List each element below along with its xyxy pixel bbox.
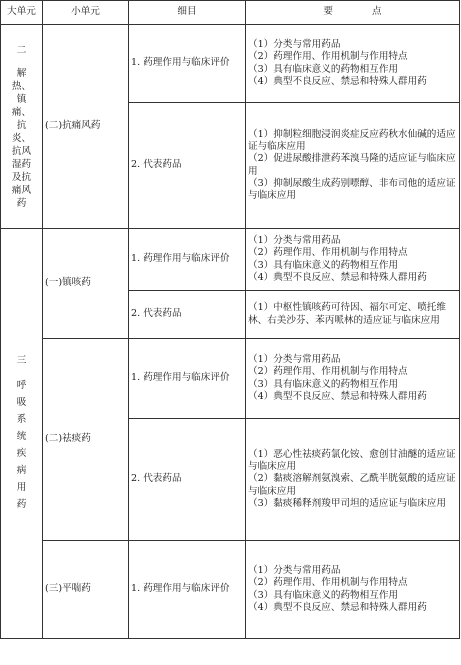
major-unit-title: 呼吸系统疾病用药 [16, 380, 27, 510]
key-point: （2）药理作用、作用机制与作用特点 [248, 247, 408, 259]
key-point: （1）恶心性祛痰药氯化铵、愈创甘油醚的适应证与临床应用 [248, 448, 456, 473]
detail-item-cell: 2. 代表药品 [129, 291, 246, 339]
key-point: （1）抑制粒细胞浸润炎症反应药秋水仙碱的适应证与临床应用 [248, 128, 456, 152]
key-point: （2）药理作用、作用机制与作用特点 [248, 366, 408, 378]
table-row [1, 541, 460, 639]
key-point: （3）具有临床意义的药物相互作用 [248, 63, 399, 75]
key-points-cell [246, 541, 460, 639]
key-point: （1）分类与常用药品 [248, 38, 341, 50]
key-points-cell [246, 229, 460, 291]
major-unit-number: 二 [16, 44, 27, 56]
key-point: （3）具有临床意义的药物相互作用 [248, 259, 399, 271]
key-point: （3）抑制尿酸生成药别嘌醇、非布司他的适应证与临床应用 [248, 177, 456, 202]
minor-unit-cell: (一)镇咳药 [43, 229, 129, 339]
detail-item-cell: 1. 药理作用与临床评价 [129, 25, 246, 103]
header-row [1, 1, 460, 25]
detail-item-cell: 1. 药理作用与临床评价 [129, 541, 246, 639]
major-unit-number: 三 [16, 355, 27, 366]
key-points-cell [246, 291, 460, 339]
table-row [1, 25, 460, 103]
header-major-unit: 大单元 [1, 1, 43, 25]
table-row [1, 229, 460, 291]
major-unit-title: 解热、镇痛、抗炎、抗风湿药及抗痛风药 [11, 67, 32, 209]
minor-unit-cell: (二)祛痰药 [43, 339, 129, 541]
key-point: （4）典型不良反应、禁忌和特殊人群用药 [248, 75, 427, 87]
detail-item-cell: 2. 代表药品 [129, 103, 246, 229]
table-row [1, 339, 460, 419]
key-point: （1）中枢性镇咳药可待因、福尔可定、喷托维林、右美沙芬、苯丙哌林的适应证与临床应用 [248, 302, 446, 326]
key-point: （1）分类与常用药品 [248, 564, 341, 576]
key-point: （2）促进尿酸排泄药苯溴马隆的适应证与临床应用 [248, 153, 456, 177]
key-point: （1）分类与常用药品 [248, 234, 341, 246]
key-point: （1）分类与常用药品 [248, 353, 341, 365]
header-detail-item: 细目 [129, 1, 246, 25]
key-point: （3）具有临床意义的药物相互作用 [248, 378, 399, 390]
detail-item-cell: 2. 代表药品 [129, 419, 246, 541]
detail-item-cell: 1. 药理作用与临床评价 [129, 229, 246, 291]
key-point: （2）药理作用、作用机制与作用特点 [248, 51, 408, 63]
key-points-cell [246, 103, 460, 229]
key-point: （4）典型不良反应、禁忌和特殊人群用药 [248, 390, 427, 402]
key-point: （3）黏痰稀释剂羧甲司坦的适应证与临床应用 [248, 497, 446, 509]
key-point: （3）具有临床意义的药物相互作用 [248, 589, 399, 601]
key-point: （2）黏痰溶解剂氨溴索、乙酰半胱氨酸的适应证与临床应用 [248, 473, 456, 497]
key-point: （2）药理作用、作用机制与作用特点 [248, 577, 408, 589]
header-key-points: 要 点 [246, 1, 460, 25]
header-minor-unit: 小单元 [43, 1, 129, 25]
key-point: （4）典型不良反应、禁忌和特殊人群用药 [248, 601, 427, 613]
key-points-cell [246, 25, 460, 103]
minor-unit-cell: (三)平喘药 [43, 541, 129, 639]
key-point: （4）典型不良反应、禁忌和特殊人群用药 [248, 271, 427, 283]
key-points-cell [246, 419, 460, 541]
minor-unit-cell: (二)抗痛风药 [43, 25, 129, 229]
major-unit-cell [1, 229, 43, 639]
key-points-cell [246, 339, 460, 419]
major-unit-cell [1, 25, 43, 229]
detail-item-cell: 1. 药理作用与临床评价 [129, 339, 246, 419]
